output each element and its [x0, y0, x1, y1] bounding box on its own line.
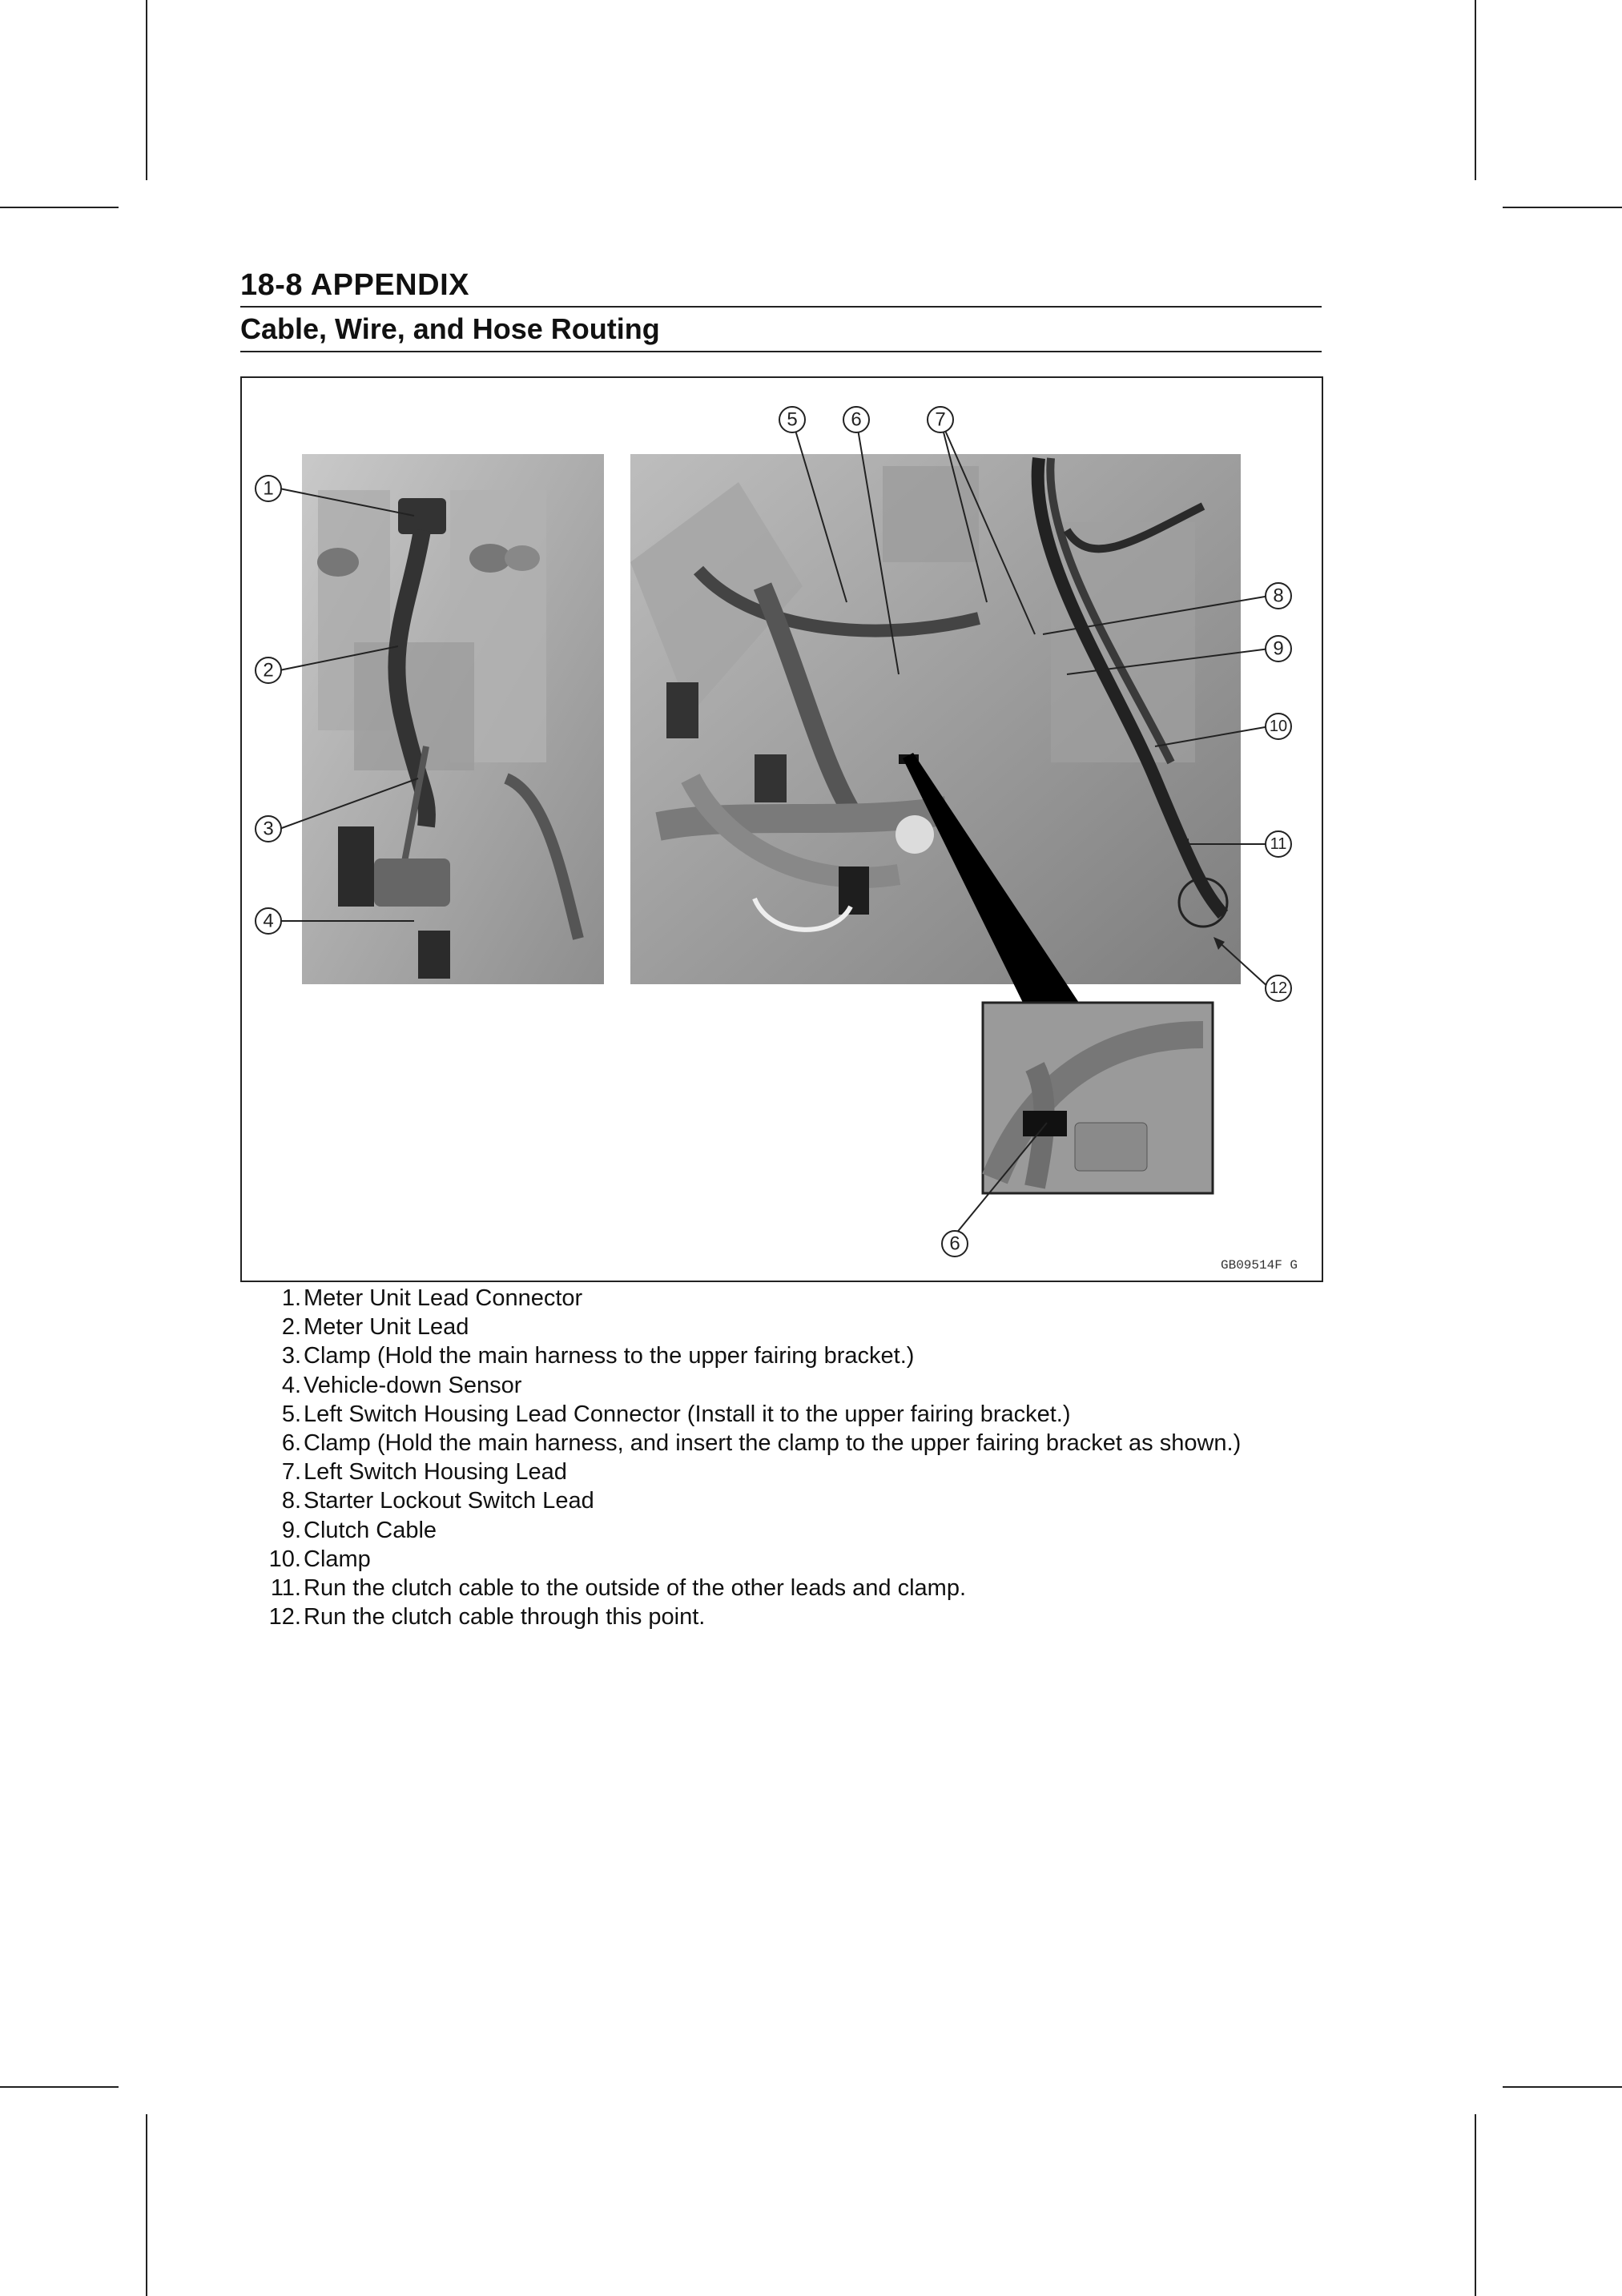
page-header	[240, 264, 1322, 352]
legend-item	[240, 1400, 1322, 1429]
callout-10: 10	[1269, 718, 1288, 735]
legend-text: Run the clutch cable to the outside of the other leads and clamp.	[304, 1574, 967, 1601]
legend-item	[240, 1371, 1322, 1400]
legend-text: Vehicle-down Sensor	[304, 1372, 522, 1398]
legend-text: Meter Unit Lead	[304, 1314, 469, 1341]
routing-figure	[240, 376, 1323, 1282]
crop-mark	[1475, 0, 1476, 180]
legend-item	[240, 1574, 1322, 1602]
legend-number: 5.	[281, 1401, 301, 1427]
callout-7: 7	[935, 408, 946, 431]
callout-11: 11	[1270, 835, 1287, 853]
legend-text: Clamp (Hold the main harness to the upper fairing bracket.)	[304, 1343, 915, 1369]
legend-number: 7.	[281, 1459, 301, 1486]
legend-number: 4.	[281, 1372, 301, 1398]
section-title: Cable, Wire, and Hose Routing	[240, 312, 660, 345]
crop-mark	[146, 2114, 147, 2296]
callout-8: 8	[1273, 585, 1284, 607]
legend-number: 10.	[268, 1546, 301, 1572]
callout-6-inset: 6	[949, 1232, 960, 1255]
crop-mark	[0, 2086, 119, 2088]
legend-item	[240, 1516, 1322, 1545]
crop-mark	[146, 0, 147, 180]
legend-item	[240, 1341, 1322, 1370]
legend-list	[240, 1284, 1322, 1631]
callout-12: 12	[1269, 979, 1288, 997]
zoom-inset	[983, 1003, 1213, 1193]
callout-4: 4	[263, 910, 274, 932]
legend-item	[240, 1429, 1322, 1458]
crop-mark	[1503, 2086, 1622, 2088]
section-rule	[240, 351, 1322, 352]
legend-number: 1.	[281, 1285, 301, 1311]
legend-item	[240, 1284, 1322, 1313]
legend-number: 8.	[281, 1488, 301, 1514]
page-title: 18-8 APPENDIX	[240, 268, 469, 302]
callout-6: 6	[851, 408, 862, 431]
legend-text: Left Switch Housing Lead	[304, 1459, 567, 1486]
legend-text: Clutch Cable	[304, 1517, 437, 1543]
legend-item	[240, 1486, 1322, 1515]
legend-item	[240, 1458, 1322, 1486]
legend-item	[240, 1545, 1322, 1574]
legend-number: 9.	[281, 1517, 301, 1543]
figure-code: GB09514F G	[1220, 1258, 1298, 1273]
legend-text: Starter Lockout Switch Lead	[304, 1488, 594, 1514]
legend-text: Clamp	[304, 1546, 371, 1572]
callout-9: 9	[1273, 637, 1284, 660]
legend-number: 3.	[281, 1343, 301, 1369]
legend-number: 2.	[281, 1314, 301, 1341]
right-photo	[630, 454, 1241, 1003]
callout-2: 2	[263, 659, 274, 682]
legend-item	[240, 1602, 1322, 1631]
callout-3: 3	[263, 818, 274, 840]
legend-text: Left Switch Housing Lead Connector (Install it to the upper fairing bracket.)	[304, 1401, 1071, 1427]
routing-illustration	[242, 378, 1322, 1281]
legend-number: 11.	[270, 1574, 301, 1601]
left-photo	[302, 454, 604, 984]
legend-text: Meter Unit Lead Connector	[304, 1285, 583, 1311]
legend-number: 6.	[281, 1429, 301, 1456]
crop-mark	[0, 207, 119, 208]
legend-text: Clamp (Hold the main harness, and insert the clamp to the upper fairing bracket as shown.)	[304, 1429, 1242, 1456]
callout-5: 5	[787, 408, 798, 431]
crop-mark	[1475, 2114, 1476, 2296]
legend-text: Run the clutch cable through this point.	[304, 1604, 706, 1631]
crop-mark	[1503, 207, 1622, 208]
legend-item	[240, 1313, 1322, 1341]
legend-number: 12.	[268, 1604, 301, 1631]
callout-1: 1	[263, 477, 274, 500]
